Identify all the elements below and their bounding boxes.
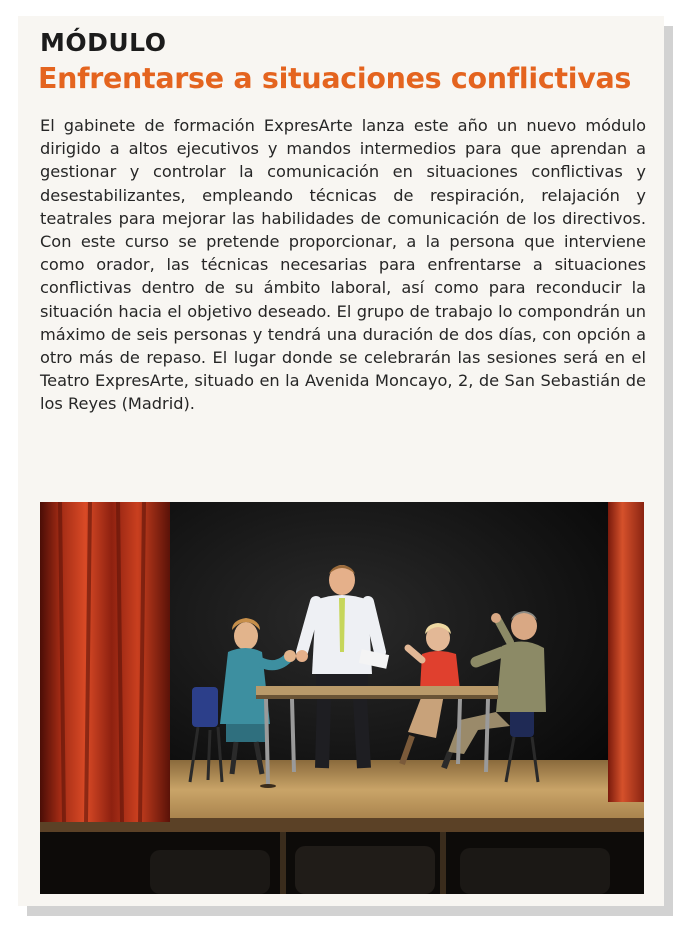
article-body: El gabinete de formación ExpresArte lanza este año un nuevo módulo dirigido a altos ejecutivos y mandos intermedios para que aprendan a gestionar y controlar la comunicación en situaciones conflictivas y desestabilizantes, empleando técnicas de respiración, relajación y teatrales para mejorar las habilidades de comunicación de los directivos. Con este curso se pretende proporcionar, a la persona que interviene como orador, las técnicas necesarias para enfrentarse a situaciones conflictivas dentro de su ámbito laboral, así como para reconducir la situación hacia el objetivo deseado. El grupo de trabajo lo compondrán un máximo de seis personas y tendrá una duración de dos días, con opción a otro más de repaso. El lugar donde se celebrarán las sesiones será en el Teatro ExpresArte, situado en la Avenida Moncayo, 2, de San Sebastián de los Reyes (Madrid). [40,116,646,414]
theatre-stage-photo [40,502,644,894]
section-kicker: MÓDULO [40,28,167,57]
stage-scene-illustration [40,502,644,894]
article-headline: Enfrentarse a situaciones conflictivas [38,62,632,95]
